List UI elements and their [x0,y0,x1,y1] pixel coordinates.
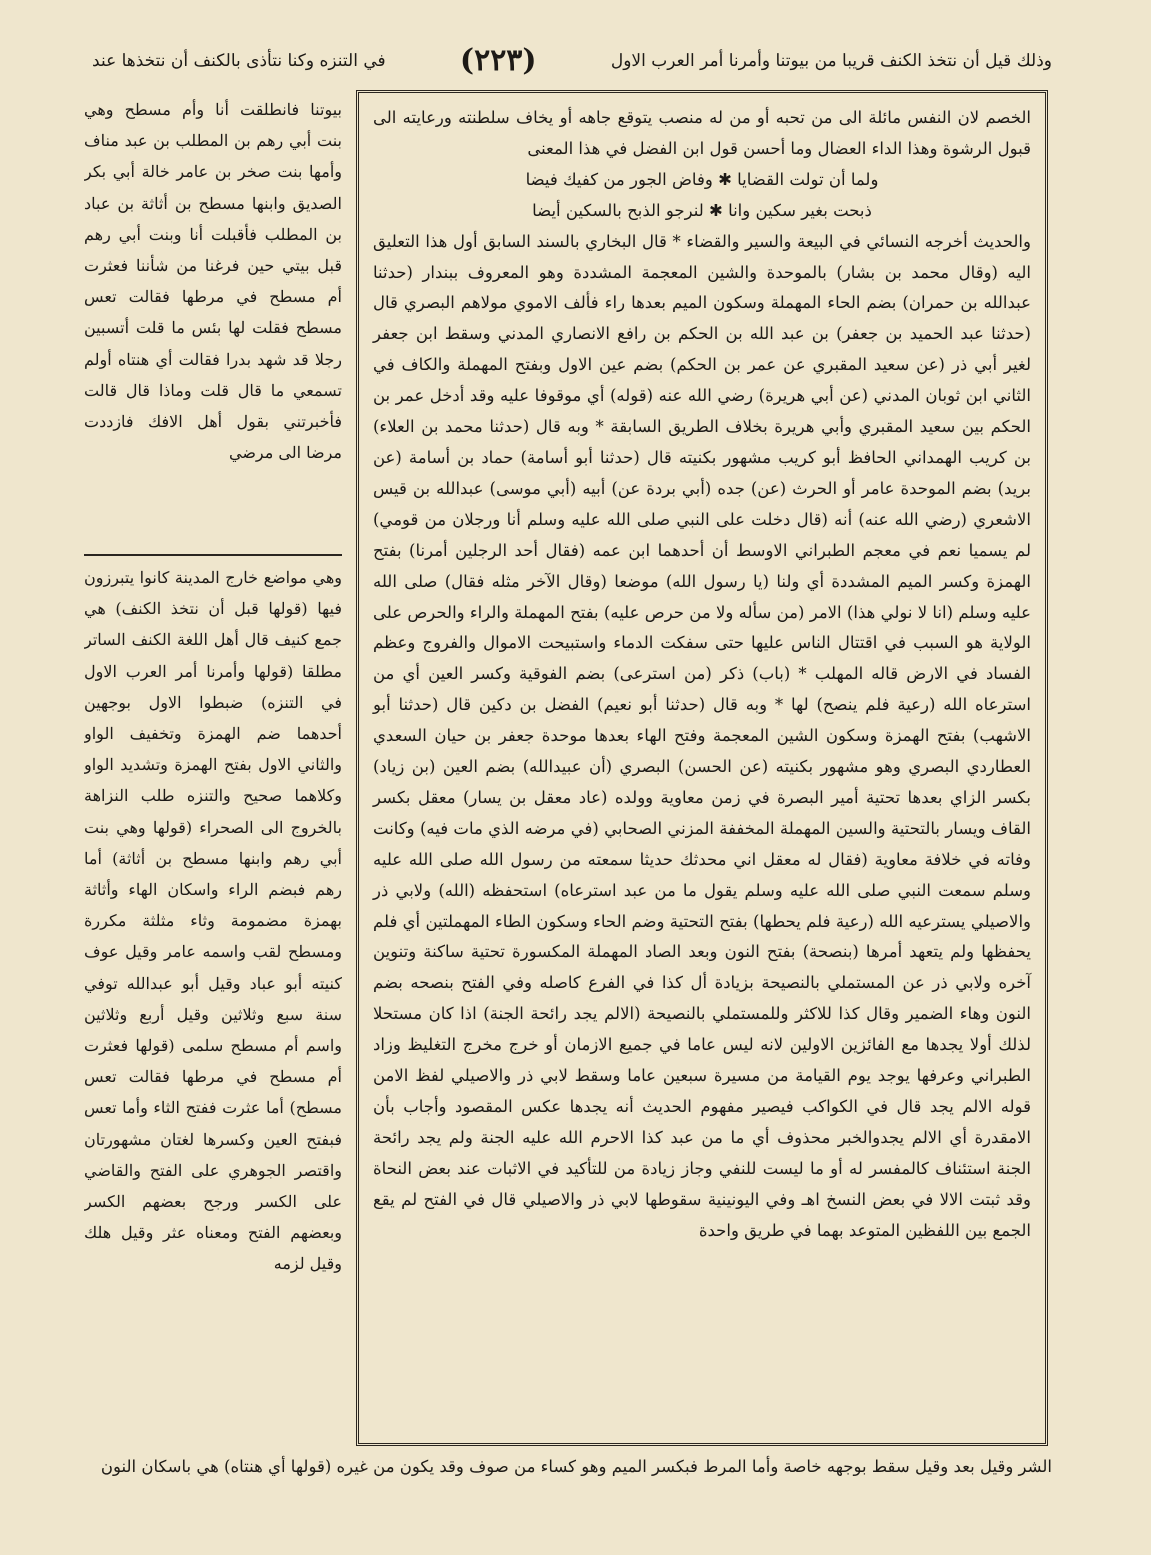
verse-1-second-hemistich: وفاض الجور من كفيك فيضا [525,169,713,189]
header-running-title-left: في التنزه وكنا نتأذى بالكنف أن نتخذها عند [92,50,386,71]
verse-separator-star: ✱ [712,169,732,189]
page-number: (٢٢٣) [459,43,537,78]
main-intro-paragraph: الخصم لان النفس مائلة الى من تحبه أو من له منصب يتوقع جاهه أو يخاف سلطنته ورعايته الى قبول الرشوة وهذا الداء العضال وما أحسن قول ابن الفضل في هذا المعنى [373,108,1031,158]
main-commentary [373,103,1031,1433]
verse-2-second-hemistich: لنرجو الذبح بالسكين أيضا [532,200,704,220]
margin-divider-rule [84,554,342,556]
page-footer-line: الشر وقيل بعد وقيل سقط بوجهه خاصة وأما المرط فبكسر الميم وهو كساء من صوف وقد يكون من غيره (قولها أي هنتاه) هي باسكان النون [100,1457,1052,1476]
page-header [92,40,1052,82]
header-running-title-right: وذلك قيل أن نتخذ الكنف قريبا من بيوتنا وأمرنا أمر العرب الاول [610,50,1052,71]
main-text-frame [356,90,1048,1446]
verse-separator-star: ✱ [703,200,723,220]
margin-column [84,94,342,1460]
main-body-paragraph: والحديث أخرجه النسائي في البيعة والسير والقضاء * قال البخاري بالسند السابق أول هذا التعليق اليه (وقال محمد بن بشار) بالموحدة والشين المعجمة المشددة وهو المعروف ببندار (حدثنا عبدالله بن حمران) بضم الحاء المهملة وسكون الميم بعدها راء فألف الاموي مولاهم البصري قال (حدثنا عبد الحميد بن جعفر) بن عبد الله بن الحكم بن رافع الانصاري المدني وسقط ابن جعفر لغير أبي ذر (عن سعيد المقبري عن عمر بن الحكم) بضم عين الاول وبفتح المهملة والكاف في الثاني ابن ثوبان المدني (عن أبي هريرة) رضي الله عنه (قوله) أي موقوفا عليه وقد أدخل عمر بن الحكم بين سعيد المقبري وأبي هريرة بخلاف الطريق السابقة * وبه قال (حدثنا محمد بن العلاء) بن كريب الهمداني الحافظ أبو كريب مشهور بكنيته قال (حدثنا أبو أسامة) حماد بن أسامة (عن بريد) بضم الموحدة عامر أو الحرث (عن) جده (أبي بردة عن) أبيه (أبي موسى) عبدالله بن قيس الاشعري (رضي الله عنه) أنه (قال دخلت على النبي صلى الله عليه وسلم أنا ورجلان من قومي) لم يسميا نعم في معجم الطبراني الاوسط أن أحدهما ابن عمه (فقال أحد الرجلين أمرنا) بفتح الهمزة وكسر الميم المشددة أي ولنا (يا رسول الله) موضعا (وقال الآخر مثله فقال) صلى الله عليه وسلم (انا لا نولي هذا) الامر (من سأله ولا من حرص عليه) بفتح المهملة والراء والحرص على الولاية هو السبب في اقتتال الناس عليها حتى سفكت الدماء واستبيحت الاموال والفروج وعظم الفساد في الارض قاله المهلب * (باب) ذكر (من استرعى) بضم الفوقية وكسر العين أي من استرعاه الله (رعية فلم ينصح) لها * وبه قال (حدثنا أبو نعيم) الفضل بن دكين قال (حدثنا أبو الاشهب) بفتح الهمزة وسكون الشين المعجمة وفتح الهاء بعدها موحدة جعفر بن حيان السعدي العطاردي البصري وهو مشهور بكنيته (عن الحسن) البصري (أن عبيدالله) بضم العين (بن زياد) بكسر الزاي بعدها تحتية أمير البصرة في زمن معاوية وولده (عاد معقل بن يسار) معقل بكسر القاف ويسار بالتحتية والسين المهملة المخففة المزني الصحابي (في مرضه الذي مات فيه) وكانت وفاته في خلافة معاوية (فقال له معقل اني محدثك حديثا سمعته من رسول الله صلى الله عليه وسلم سمعت النبي صلى الله عليه وسلم يقول ما من عبد استرعاه) استحفظه (الله) ولابي ذر والاصيلي يسترعيه الله (رعية فلم يحطها) بفتح التحتية وضم الحاء وسكون الطاء المهملتين أي فلم يحفظها ولم يتعهد أمرها (بنصحة) بفتح النون وبعد الصاد المهملة المكسورة تحتية ساكنة وتنوين آخره ولابي ذر عن المستملي بالنصيحة بزيادة أل كذا في الفرع كاصله وفي الفتح بنصحه بضم النون وهاء الضمير وقال كذا للاكثر وللمستملي بالنصيحة (الالم يجد رائحة الجنة) اذا كان مستحلا لذلك أولا يجدها مع الفائزين الاولين لانه ليس عاما في جميع الازمان أو خرج مخرج التغليظ وزاد الطبراني وعرفها يوجد يوم القيامة من مسيرة سبعين عاما وسقط لابي ذر والاصيلي لفظ الامن قوله الالم يجد قال في الكواكب فيصير مفهوم الحديث أنه يجدها عكس المقصود وأجاب بأن الامقدرة أي الالم يجدوالخبر محذوف أي ما من عبد كذا الاحرم الله عليه الجنة ولم يجد رائحة الجنة استئناف كالمفسر له أو ما ليست للنفي وجاز زيادة من للتأكيد في الاثبات عند بعض النحاة وقد ثبتت الالا في بعض النسخ اهـ وفي اليونينية سقوطها لابي ذر والاصيلي قال في الفتح لم يقع الجمع بين اللفظين المتوعد بهما في طريق واحدة [373,231,1031,1240]
poem-verse-1 [373,165,1031,196]
verse-2-first-hemistich: ذبحت بغير سكين وانا [728,200,872,220]
margin-bottom-paragraph: وهي مواضع خارج المدينة كانوا يتبرزون فيها (قولها قبل أن نتخذ الكنف) هي جمع كنيف قال أهل اللغة الكنف الساتر مطلقا (قولها وأمرنا أمر العرب الاول في التنزه) ضبطوا الاول بوجهين أحدهما ضم الهمزة وتخفيف الواو والثاني الاول بفتح الهمزة وتشديد الواو وكلاهما صحيح والتنزه طلب النزاهة بالخروج الى الصحراء (قولها وهي بنت أبي رهم وابنها مسطح بن أثاثة) أما رهم فبضم الراء واسكان الهاء وأثاثة بهمزة مضمومة وثاء مثلثة مكررة ومسطح لقب واسمه عامر وقيل عوف كنيته أبو عباد وقيل أبو عبدالله توفي سنة سبع وثلاثين وقيل أربع وثلاثين واسم أم مسطح سلمى (قولها فعثرت أم مسطح في مرطها فقالت تعس مسطح) أما عثرت ففتح الثاء وأما تعس فبفتح العين وكسرها لغتان مشهورتان واقتصر الجوهري على الفتح والقاضي على الكسر ورجح بعضهم الكسر وبعضهم الفتح ومعناه عثر وقيل هلك وقيل لزمه [84,568,342,1274]
margin-hadith-text [84,94,342,550]
poem-verse-2 [373,196,1031,227]
verse-1-first-hemistich: ولما أن تولت القضايا [737,169,879,189]
margin-commentary [84,562,342,1460]
margin-top-paragraph: بيوتنا فانطلقت أنا وأم مسطح وهي بنت أبي رهم بن المطلب بن عبد مناف وأمها بنت صخر بن عامر خالة أبي بكر الصديق وابنها مسطح بن أثاثة بن عباد بن المطلب فأقبلت أنا وبنت أبي رهم قبل بيتي حين فرغنا من شأننا فعثرت أم مسطح في مرطها فقالت تعس مسطح فقلت لها بئس ما قلت أتسبين رجلا قد شهد بدرا فقالت أي هنتاه أولم تسمعي ما قال قلت وماذا قال قالت فأخبرتني بقول أهل الافك فازددت مرضا الى مرضي [84,100,342,463]
